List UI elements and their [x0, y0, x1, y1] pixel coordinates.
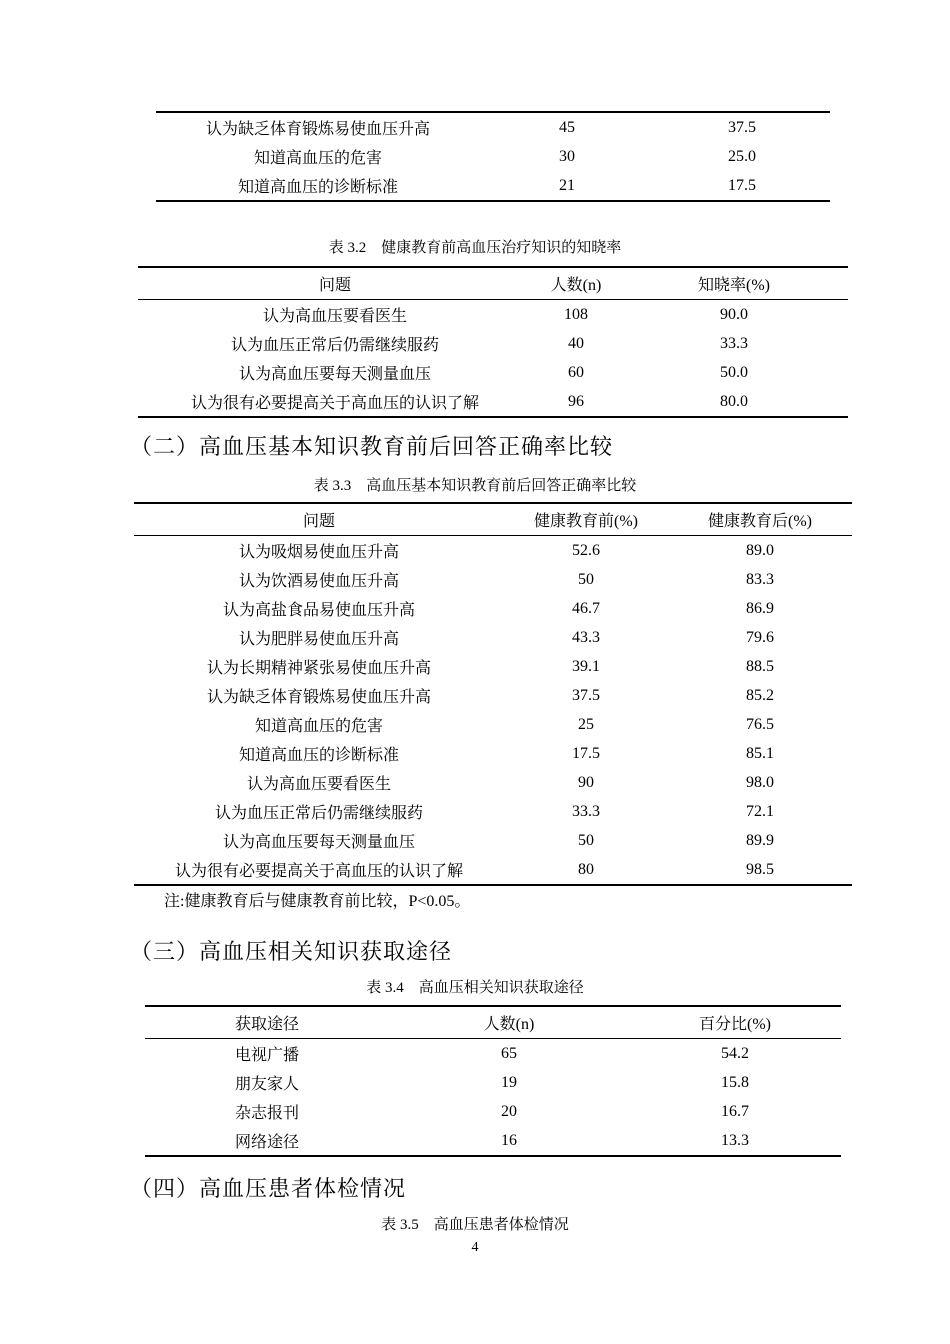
table-row [134, 652, 852, 681]
column-header: 人数(n) [483, 1016, 535, 1033]
column-header: 获取途径 [234, 1016, 299, 1033]
table-body [138, 300, 848, 418]
table-cell: 46.7 [572, 599, 600, 617]
table-row [134, 594, 852, 623]
table-cell: 45 [559, 118, 575, 136]
table-header [134, 503, 852, 536]
table-cell: 98.0 [746, 773, 774, 791]
table-row [138, 358, 848, 387]
table-row [138, 300, 848, 330]
table-body [145, 1039, 841, 1157]
table-cell: 知道高血压的危害 [254, 718, 383, 735]
column-header: 问题 [318, 277, 351, 294]
table-cell: 37.5 [728, 118, 756, 136]
table-cell: 认为高盐食品易使血压升高 [222, 602, 415, 619]
table-note: 注:健康教育后与健康教育前比较，P<0.05。 [164, 893, 471, 910]
table-cell: 电视广播 [234, 1047, 299, 1064]
table-cell: 80.0 [720, 392, 748, 410]
table-cell: 认为很有必要提高关于高血压的认识了解 [190, 395, 479, 412]
table-cell: 认为缺乏体育锻炼易使血压升高 [205, 121, 430, 138]
table-row [145, 1126, 841, 1156]
table-cell: 39.1 [572, 657, 600, 675]
table-cell: 网络途径 [234, 1134, 299, 1151]
table-cell: 认为血压正常后仍需继续服药 [230, 337, 439, 354]
table-header-row [138, 267, 848, 300]
table-cell: 21 [559, 176, 575, 194]
table-cell: 50 [578, 570, 594, 588]
table-cell: 54.2 [721, 1044, 749, 1062]
table-cell: 40 [568, 334, 584, 352]
table-cell: 16 [501, 1131, 517, 1149]
table-cell: 72.1 [746, 802, 774, 820]
table-cell: 杂志报刊 [234, 1105, 299, 1122]
table-cell: 19 [501, 1073, 517, 1091]
table-cell: 33.3 [720, 334, 748, 352]
table-cell: 15.8 [721, 1073, 749, 1091]
page-number: 4 [471, 1240, 479, 1255]
column-header: 问题 [302, 513, 335, 530]
table-row [145, 1097, 841, 1126]
table-row [134, 826, 852, 855]
table-cell: 85.1 [746, 744, 774, 762]
table-cell: 96 [568, 392, 584, 410]
table-cell: 25 [578, 715, 594, 733]
table-row [134, 768, 852, 797]
table-cell: 86.9 [746, 599, 774, 617]
table-row [145, 1068, 841, 1097]
table-cell: 89.0 [746, 541, 774, 559]
table-continued [156, 111, 830, 202]
table-cell: 33.3 [572, 802, 600, 820]
table-cell: 98.5 [746, 860, 774, 878]
column-header: 知晓率(%) [698, 277, 770, 294]
column-header: 健康教育后(%) [708, 513, 812, 530]
table-row [145, 1039, 841, 1069]
table-cell: 认为血压正常后仍需继续服药 [214, 805, 423, 822]
table-caption: 表 3.4 高血压相关知识获取途径 [366, 980, 584, 996]
table-cell: 认为饮酒易使血压升高 [238, 573, 399, 590]
table-cell: 88.5 [746, 657, 774, 675]
section-heading: （二）高血压基本知识教育前后回答正确率比较 [130, 435, 614, 460]
table-cell: 认为高血压要每天测量血压 [238, 366, 431, 383]
table-cell: 20 [501, 1102, 517, 1120]
table-caption: 表 3.2 健康教育前高血压治疗知识的知晓率 [328, 240, 622, 256]
table-cell: 90 [578, 773, 594, 791]
table-cell: 37.5 [572, 686, 600, 704]
table-cell: 知道高血压的诊断标准 [237, 179, 398, 196]
table-row [134, 797, 852, 826]
section-heading: （三）高血压相关知识获取途径 [130, 940, 453, 965]
table-cell: 65 [501, 1044, 517, 1062]
table-continued-body [156, 112, 830, 201]
table-row [134, 565, 852, 594]
table-cell: 17.5 [572, 744, 600, 762]
column-header: 百分比(%) [699, 1016, 771, 1033]
table-cell: 认为高血压要看医生 [262, 308, 407, 325]
table-cell: 30 [559, 147, 575, 165]
table-row [156, 112, 830, 142]
table-row [134, 536, 852, 566]
table-row [156, 142, 830, 171]
table-cell: 认为吸烟易使血压升高 [238, 544, 399, 561]
table-3-3 [134, 502, 852, 886]
table-row [134, 710, 852, 739]
table-caption: 表 3.3 高血压基本知识教育前后回答正确率比较 [313, 478, 637, 494]
table-body [134, 536, 852, 886]
table-cell: 85.2 [746, 686, 774, 704]
table-cell: 43.3 [572, 628, 600, 646]
column-header: 健康教育前(%) [534, 513, 638, 530]
column-header: 人数(n) [550, 277, 602, 294]
table-header [145, 1006, 841, 1039]
table-cell: 16.7 [721, 1102, 749, 1120]
table-cell: 52.6 [572, 541, 600, 559]
table-3-4 [145, 1005, 841, 1157]
table-cell: 17.5 [728, 176, 756, 194]
table-cell: 79.6 [746, 628, 774, 646]
table-cell: 50.0 [720, 363, 748, 381]
table-cell: 80 [578, 860, 594, 878]
table-cell: 认为缺乏体育锻炼易使血压升高 [206, 689, 431, 706]
table-cell: 认为肥胖易使血压升高 [238, 631, 399, 648]
table-cell: 认为高血压要看医生 [246, 776, 391, 793]
table-cell: 90.0 [720, 305, 748, 323]
table-cell: 认为很有必要提高关于高血压的认识了解 [174, 863, 463, 880]
table-row [134, 855, 852, 885]
table-caption: 表 3.5 高血压患者体检情况 [381, 1217, 569, 1233]
table-header [138, 267, 848, 300]
table-header-row [134, 503, 852, 536]
table-cell: 认为长期精神紧张易使血压升高 [206, 660, 431, 677]
table-cell: 83.3 [746, 570, 774, 588]
table-row [134, 681, 852, 710]
table-cell: 知道高血压的诊断标准 [238, 747, 399, 764]
table-cell: 50 [578, 831, 594, 849]
table-cell: 108 [564, 305, 588, 323]
table-row [156, 171, 830, 201]
table-cell: 76.5 [746, 715, 774, 733]
table-cell: 朋友家人 [234, 1076, 299, 1093]
table-cell: 知道高血压的危害 [253, 150, 382, 167]
table-cell: 13.3 [721, 1131, 749, 1149]
table-cell: 89.9 [746, 831, 774, 849]
table-row [138, 387, 848, 417]
table-row [134, 739, 852, 768]
table-row [138, 329, 848, 358]
table-cell: 25.0 [728, 147, 756, 165]
table-cell: 认为高血压要每天测量血压 [222, 834, 415, 851]
section-heading: （四）高血压患者体检情况 [130, 1177, 407, 1202]
table-3-2 [138, 266, 848, 418]
table-row [134, 623, 852, 652]
table-header-row [145, 1006, 841, 1039]
table-cell: 60 [568, 363, 584, 381]
